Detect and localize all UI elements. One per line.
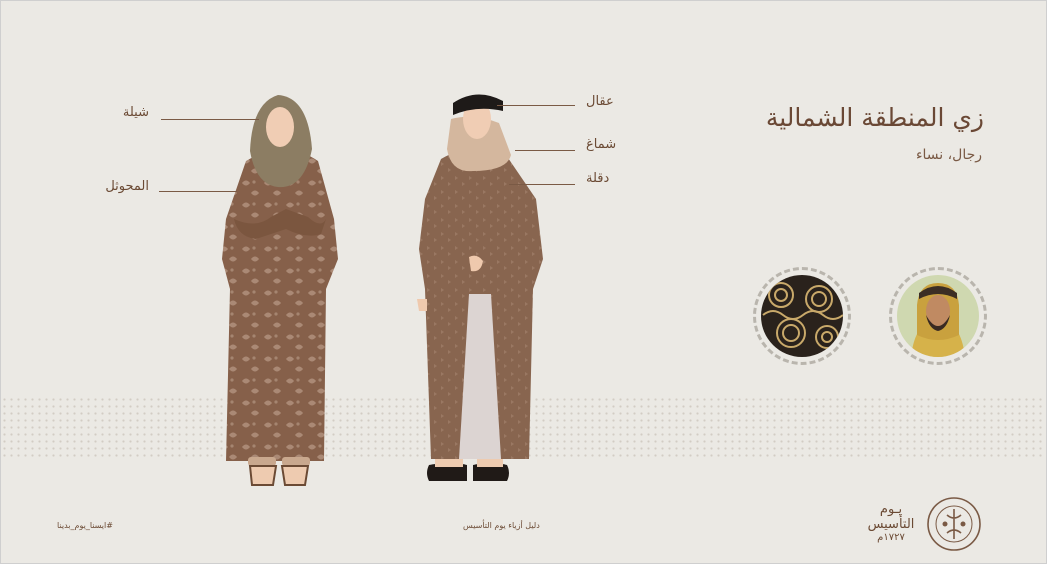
- page-subtitle: رجال، نساء: [915, 147, 982, 163]
- fabric-swatch-icon: [761, 275, 843, 357]
- label-shmagh: شماغ: [586, 137, 617, 152]
- footer-hashtag: #ايسنا_يوم_بدينا: [57, 521, 113, 530]
- page-title: زي المنطقة الشمالية: [765, 103, 984, 132]
- man-figure: [411, 89, 551, 489]
- footer-guide-title: دليل أزياء يوم التأسيس: [463, 521, 540, 530]
- logo-year: ١٧٢٧م: [877, 532, 905, 543]
- leader-sheila: [161, 119, 259, 120]
- woman-figure: [216, 89, 346, 489]
- leader-shmagh: [515, 150, 575, 151]
- logo-line2: التأسيس: [867, 517, 915, 532]
- leader-dagla: [509, 184, 575, 185]
- logo-wordmark: [861, 503, 921, 544]
- label-iqal: عقال: [586, 94, 614, 109]
- label-mahawthal: المحوثل: [105, 179, 149, 194]
- founding-day-emblem-icon: [925, 495, 983, 553]
- label-sheila: شيلة: [122, 105, 149, 120]
- leader-iqal: [497, 105, 575, 106]
- logo-line1: يـوم: [879, 502, 903, 517]
- man-portrait-icon: [897, 275, 979, 357]
- label-dagla: دقلة: [586, 171, 610, 186]
- leader-mahawthal: [159, 191, 237, 192]
